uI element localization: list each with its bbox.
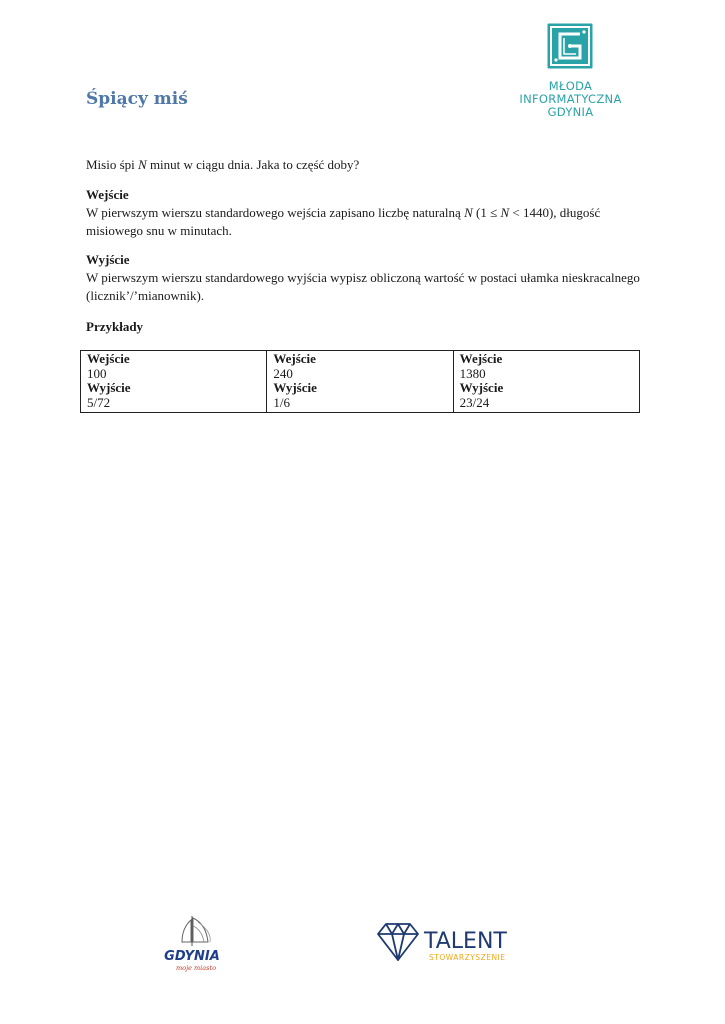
output-section xyxy=(86,251,646,305)
example-output-label: Wyjście xyxy=(87,380,131,395)
talent-diamond-icon xyxy=(374,918,534,968)
input-description: W pierwszym wierszu standardowego wejścia zapisano liczbę naturalną N (1 ≤ N < 1440), długość misiowego snu w minutach. xyxy=(86,205,601,238)
logo-line-3: GDYNIA xyxy=(547,105,594,119)
example-cell xyxy=(267,351,453,413)
gdynia-sail-icon xyxy=(152,912,232,974)
example-cell xyxy=(81,351,267,413)
talent-logo-tagline: STOWARZYSZENIE xyxy=(429,953,506,962)
talent-logo xyxy=(374,918,534,968)
example-output-value: 1/6 xyxy=(273,394,290,410)
circuit-g-logo-icon xyxy=(546,22,594,70)
examples-table xyxy=(80,350,640,413)
gdynia-logo xyxy=(152,912,232,974)
output-description: W pierwszym wierszu standardowego wyjścia wypisz obliczoną wartość w postaci ułamka nieskracalnego (licznik’/’mianownik). xyxy=(86,270,640,303)
example-input-value: 1380 xyxy=(459,365,486,381)
input-section xyxy=(86,186,646,240)
example-output-value: 23/24 xyxy=(459,394,490,410)
mlodainformatyczna-logo xyxy=(508,22,633,122)
example-input-label: Wejście xyxy=(273,351,316,366)
gdynia-logo-tagline: moje miasto xyxy=(176,964,216,972)
example-input-value: 100 xyxy=(87,365,107,381)
example-input-label: Wejście xyxy=(87,351,130,366)
example-input-value: 240 xyxy=(273,365,293,381)
logo-line-2: INFORMATYCZNA xyxy=(519,92,622,106)
page-title: Śpiący miś xyxy=(86,89,188,109)
example-cell xyxy=(453,351,639,413)
example-output-value: 5/72 xyxy=(87,394,111,410)
talent-logo-text: TALENT xyxy=(424,929,507,954)
example-output-label: Wyjście xyxy=(273,380,317,395)
examples-heading: Przykłady xyxy=(86,319,144,334)
logo-line-1: MŁODA xyxy=(548,79,593,93)
gdynia-logo-text: GDYNIA xyxy=(164,949,220,964)
output-heading: Wyjście xyxy=(86,252,130,267)
intro-paragraph: Misio śpi N minut w ciągu dnia. Jaka to część doby? xyxy=(86,157,360,172)
example-output-label: Wyjście xyxy=(459,380,504,395)
example-input-label: Wejście xyxy=(459,351,503,366)
input-heading: Wejście xyxy=(86,187,129,202)
